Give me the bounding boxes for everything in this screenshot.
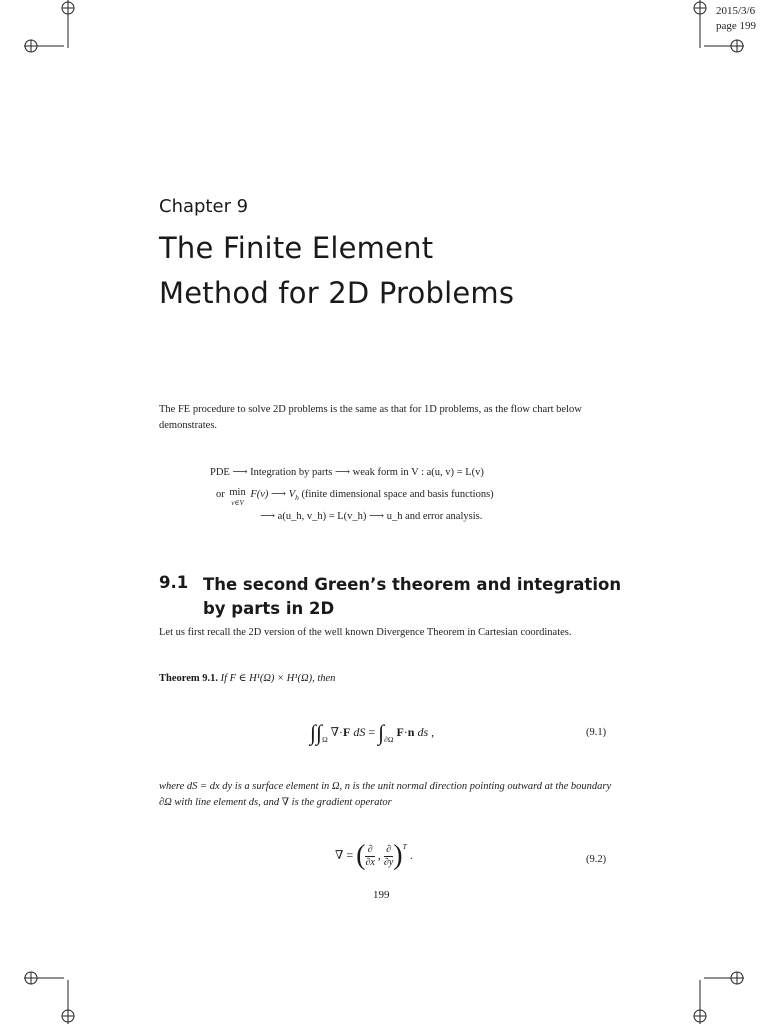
section-title: The second Green’s theorem and integration by parts in 2D <box>203 575 622 618</box>
flowchart-line-1: PDE ⟶ Integration by parts ⟶ weak form in V : a(u, v) = L(v) <box>210 467 484 478</box>
flowchart-line-2 <box>216 488 494 508</box>
equation-9-2: ∇ = ( $\frac{\partial}{\partial x}$ , $\frac{\partial}{\partial y}$ )$^T$ . <box>335 840 413 871</box>
chapter-title-line-1: The Finite Element <box>159 231 434 265</box>
chapter-title-line-2: Method for 2D Problems <box>159 276 515 310</box>
crop-mark-top-left <box>0 0 80 70</box>
header-page-label: page 199 <box>716 20 757 32</box>
chapter-label: Chapter 9 <box>159 196 249 217</box>
theorem-statement <box>159 672 335 684</box>
header-date: 2015/3/6 <box>716 5 756 17</box>
section-number: 9.1 <box>159 573 189 592</box>
flowchart-or: or <box>216 489 225 500</box>
flowchart-min-subscript: v∈V <box>231 499 244 507</box>
crop-mark-bottom-right <box>688 954 768 1024</box>
equation-number-9-1: (9.1) <box>586 727 607 738</box>
where-paragraph: where dS = dx dy is a surface element in Ω, n is the unit normal direction pointing outward at the boundary ∂Ω with line element ds, and ∇ is the gradient operator <box>159 781 612 808</box>
flowchart-vh-subscript: h <box>295 493 299 502</box>
flowchart-functional: F(v) ⟶ V <box>250 489 296 500</box>
crop-mark-bottom-left <box>0 954 80 1024</box>
intro-paragraph: The FE procedure to solve 2D problems is the same as that for 1D problems, as the flow chart below demonstrates. <box>159 404 582 431</box>
theorem-text: If F ∈ H¹(Ω) × H¹(Ω), then <box>220 673 336 684</box>
theorem-label: Theorem 9.1. <box>159 673 219 684</box>
equation-9-1: $\int\int_\Omega$ ∇·F dS = $\int_{\partial\Omega}$ F·n ds , <box>310 720 435 745</box>
flowchart-line-3: ⟶ a(u_h, v_h) = L(v_h) ⟶ u_h and error analysis. <box>260 511 483 522</box>
flowchart-space-desc: (finite dimensional space and basis functions) <box>298 489 494 500</box>
section-intro: Let us first recall the 2D version of the well known Divergence Theorem in Cartesian coordinates. <box>159 627 572 638</box>
flowchart-min: min <box>229 487 246 498</box>
equation-number-9-2: (9.2) <box>586 854 607 865</box>
page-number: 199 <box>373 889 390 901</box>
